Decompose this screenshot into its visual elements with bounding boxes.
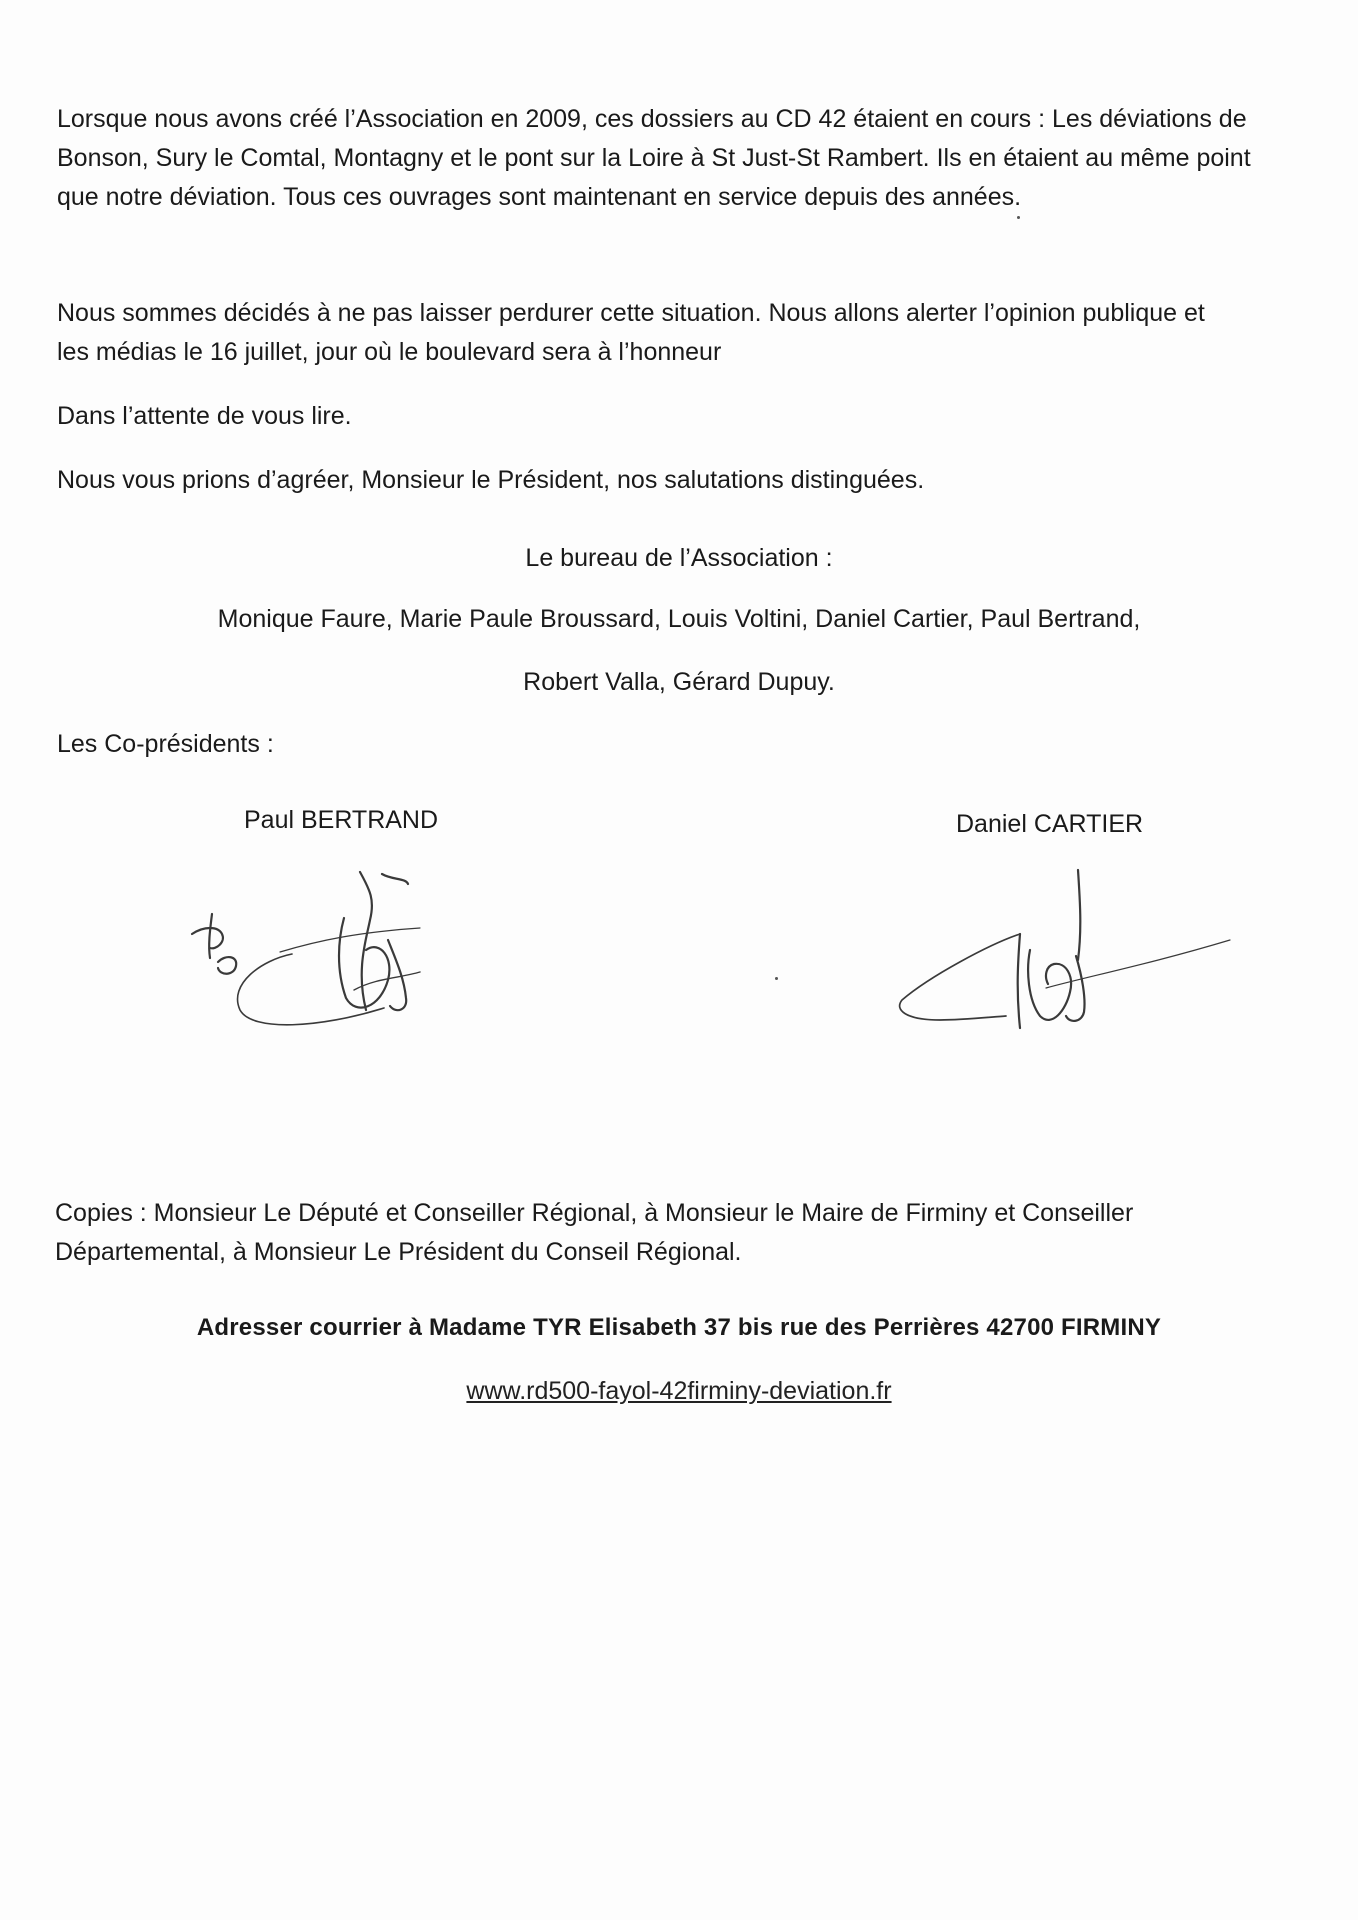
scan-speck bbox=[775, 977, 778, 980]
signature-right-image bbox=[870, 860, 1240, 1040]
signatory-left-name: Paul BERTRAND bbox=[244, 806, 439, 834]
paragraph-salutations: Nous vous prions d’agréer, Monsieur le Président, nos salutations distinguées. bbox=[57, 466, 925, 494]
website-link[interactable]: www.rd500-fayol-42firminy-deviation.fr bbox=[466, 1377, 892, 1405]
mailing-address: Adresser courrier à Madame TYR Elisabeth 37 bis rue des Perrières 42700 FIRMINY bbox=[196, 1314, 1162, 1341]
bureau-members-line-2: Robert Valla, Gérard Dupuy. bbox=[523, 668, 835, 696]
signature-left-image bbox=[170, 860, 490, 1040]
paragraph-associations-history: Lorsque nous avons créé l’Association en 2009, ces dossiers au CD 42 étaient en cours : Les déviations de Bonson, Sury le Comtal, Montagny et le pont sur la Loire à St Just-St Rambert. Ils en étaient au même point que notre déviation. Tous ces ouvrages sont maintenant en service depuis des années. bbox=[57, 105, 1251, 211]
co-presidents-heading: Les Co-présidents : bbox=[57, 730, 274, 758]
copies-paragraph: Copies : Monsieur Le Député et Conseiller Régional, à Monsieur le Maire de Firminy et Conseiller Départemental, à Monsieur Le Président du Conseil Régional. bbox=[55, 1199, 1134, 1266]
paragraph-alert-media: Nous sommes décidés à ne pas laisser perdurer cette situation. Nous allons alerter l’opinion publique et les médias le 16 juillet, jour où le boulevard sera à l’honneur bbox=[57, 299, 1205, 366]
bureau-heading: Le bureau de l’Association : bbox=[525, 544, 833, 572]
signatory-right-name: Daniel CARTIER bbox=[956, 810, 1144, 838]
paragraph-awaiting-reply: Dans l’attente de vous lire. bbox=[57, 402, 352, 430]
scan-speck bbox=[1017, 216, 1020, 219]
bureau-members-line-1: Monique Faure, Marie Paule Broussard, Louis Voltini, Daniel Cartier, Paul Bertrand, bbox=[217, 605, 1141, 633]
